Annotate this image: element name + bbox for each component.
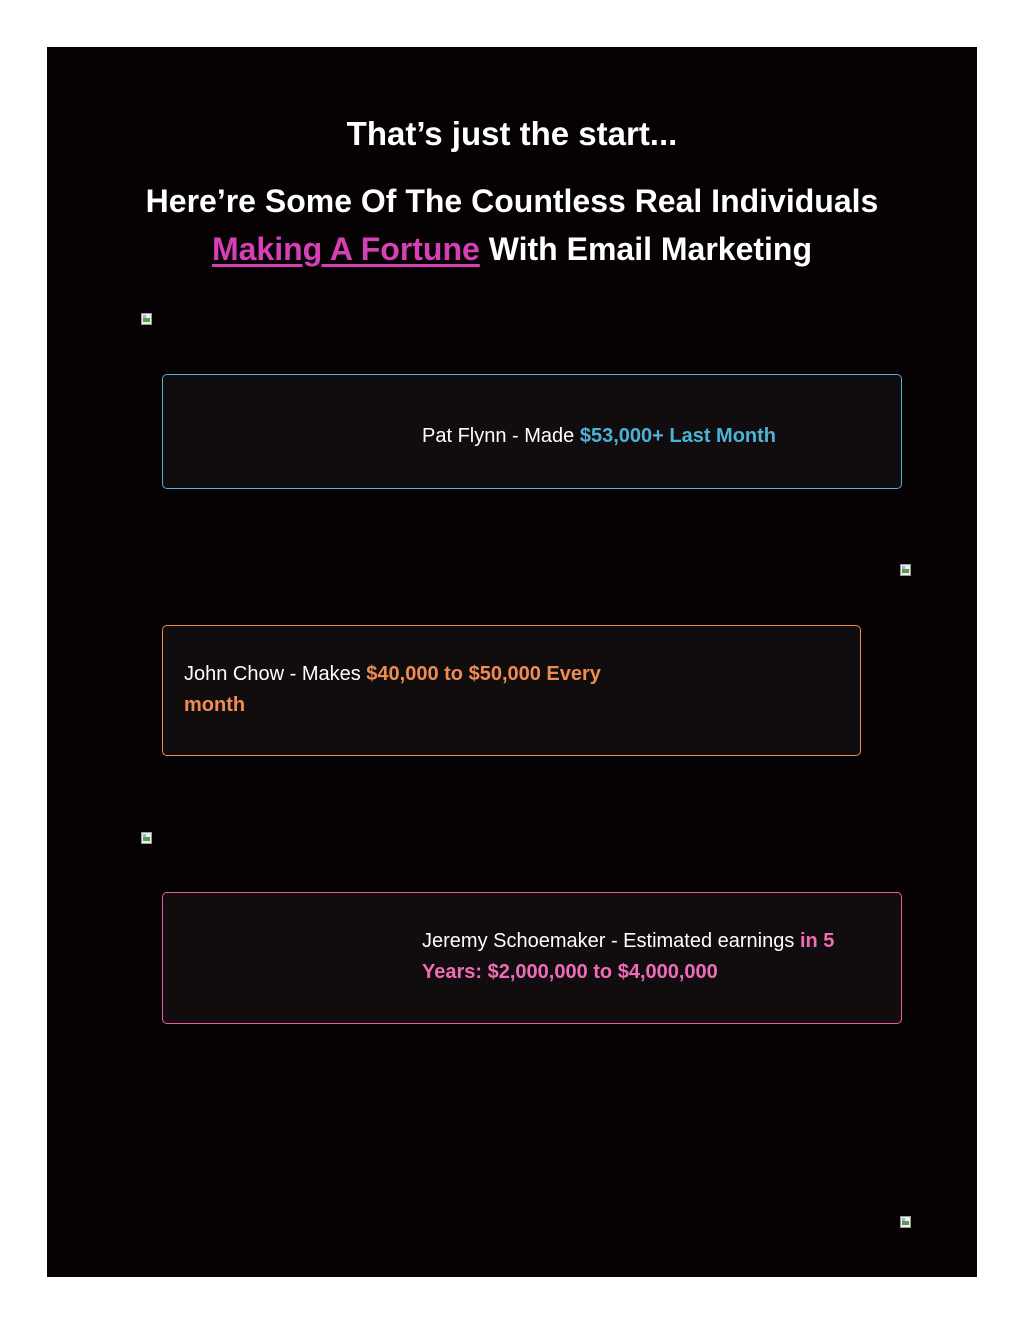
main-heading-accent: Making A Fortune xyxy=(211,231,480,267)
intro-heading: That’s just the start... xyxy=(346,115,678,152)
main-heading-line2: With Email Marketing xyxy=(479,231,813,267)
testimonial-text: Pat Flynn - Made $53,000+ Last Month xyxy=(422,425,777,447)
main-heading-line1: Here’re Some Of The Countless Real Individuals xyxy=(145,183,879,219)
earnings-highlight: $40,000 to $50,000 Every month xyxy=(184,663,601,716)
broken-image-icon xyxy=(141,832,152,844)
testimonial-card-john-chow xyxy=(162,625,861,756)
testimonial-text: John Chow - Makes $40,000 to $50,000 Every month xyxy=(184,663,601,716)
content-panel xyxy=(47,47,977,1277)
earnings-highlight: $53,000+ Last Month xyxy=(579,425,777,447)
main-heading xyxy=(47,177,977,273)
testimonial-card-pat-flynn xyxy=(162,374,902,489)
earnings-highlight: in 5 Years: $2,000,000 to $4,000,000 xyxy=(422,930,835,983)
testimonial-card-jeremy-schoemaker xyxy=(162,892,902,1024)
broken-image-icon xyxy=(900,1216,911,1228)
broken-image-icon xyxy=(900,564,911,576)
broken-image-icon xyxy=(141,313,152,325)
testimonial-text: Jeremy Schoemaker - Estimated earnings in 5 Years: $2,000,000 to $4,000,000 xyxy=(422,930,835,983)
